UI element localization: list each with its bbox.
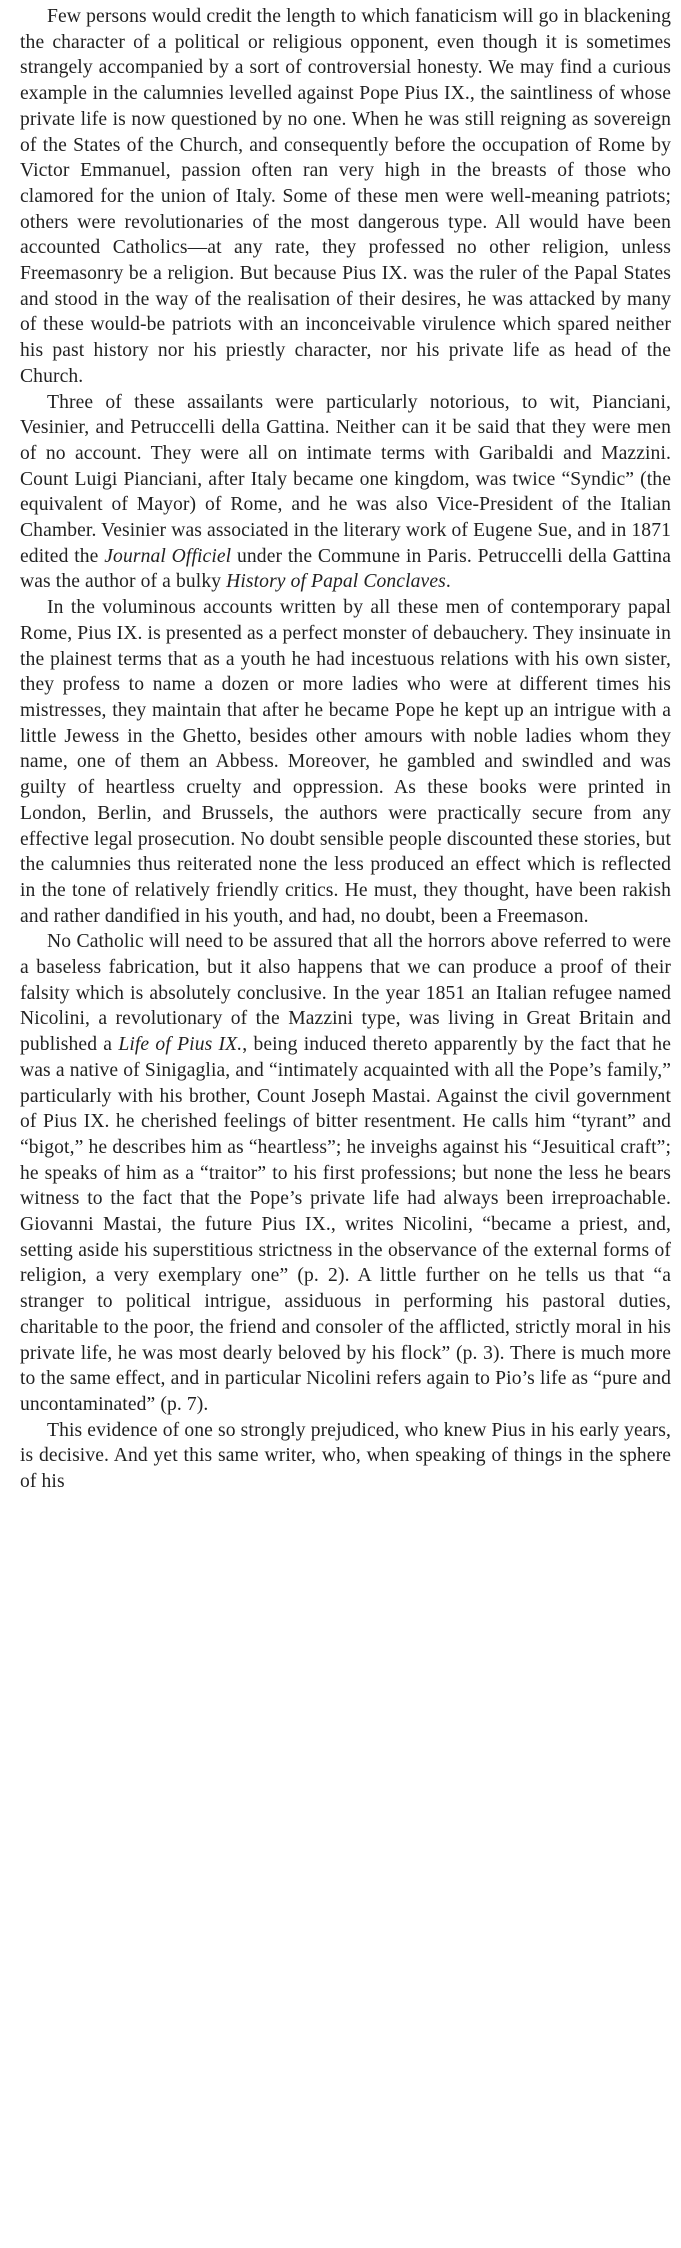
paragraph-text: , being induced thereto apparently by the fact that he was a native of Sinigaglia, and “intimately acquainted with all the Pope’s family,” particularly with his brother, Count Joseph Mastai. Against the civil government of Pius IX. he cherished feelings of bitter resentment. He calls him “tyrant” and “bigot,” he describes him as “heartless”; he inveighs against his “Jesuitical craft”; he speaks of him as a “traitor” to his first professions; but none the less he bears witness to the fact that the Pope’s private life had always been irreproachable. Giovanni Mastai, the future Pius IX., writes Nicolini, “became a priest, and, setting aside his superstitious strictness in the observance of the external forms of religion, a very exemplary one” (p. 2). A little further on he tells us that “a stranger to political intrigue, assiduous in performing his pastoral duties, charitable to the poor, the friend and consoler of the afflicted, strictly moral in his private life, he was most dearly beloved by his flock” (p. 3). There is much more to the same effect, and in particular Nicolini refers again to Pio’s life as “pure and uncontaminated” (p. 7).	[20, 1034, 671, 1415]
body-paragraph	[20, 4, 671, 390]
italic-title-text: Life of Pius IX.	[118, 1034, 243, 1056]
paragraph-text: In the voluminous accounts written by all these men of contemporary papal Rome, Pius IX. is presented as a perfect monster of debauchery. They insinuate in the plainest terms that as a youth he had incestuous relations with his own sister, they profess to name a dozen or more ladies who were at different times his mistresses, they maintain that after he became Pope he kept up an intrigue with a little Jewess in the Ghetto, besides other amours with noble ladies whom they name, one of them an Abbess. Moreover, he gambled and swindled and was guilty of heartless cruelty and oppression. As these books were printed in London, Berlin, and Brussels, the authors were practically secure from any effective legal prosecution. No doubt sensible people discounted these stories, but the calumnies thus reiterated none the less produced an effect which is reflected in the tone of relatively friendly critics. He must, they thought, have been rakish and rather dandified in his youth, and had, no doubt, been a Freemason.	[20, 597, 671, 927]
paragraph-text: This evidence of one so strongly prejudiced, who knew Pius in his early years, is decisive. And yet this same writer, who, when speaking of things in the sphere of his	[20, 1419, 671, 1493]
paragraph-text: under the Commune in Paris. Petruccelli della Gattina was the author of a bulky	[20, 545, 671, 593]
body-paragraph	[20, 595, 671, 929]
italic-title-text: Journal Officiel	[104, 545, 232, 567]
body-paragraph	[20, 390, 671, 596]
paragraph-text: Three of these assailants were particularly notorious, to wit, Pianciani, Vesinier, and Petruccelli della Gattina. Neither can it be said that they were men of no account. They were all on intimate terms with Garibaldi and Mazzini. Count Luigi Pianciani, after Italy became one kingdom, was twice “Syndic” (the equivalent of Mayor) of Rome, and he was also Vice-President of the Italian Chamber. Vesinier was associated in the literary work of Eugene Sue, and in 1871 edited the	[20, 391, 671, 567]
paragraph-text: Few persons would credit the length to which fanaticism will go in blackening the character of a political or religious opponent, even though it is sometimes strangely accompanied by a sort of controversial honesty. We may find a curious example in the calumnies levelled against Pope Pius IX., the saintliness of whose private life is now questioned by no one. When he was still reigning as sovereign of the States of the Church, and consequently before the occupation of Rome by Victor Emmanuel, passion often ran very high in the breasts of those who clamored for the union of Italy. Some of these men were well-meaning patriots; others were revolutionaries of the most dangerous type. All would have been accounted Catholics—at any rate, they professed no other religion, unless Freemasonry be a religion. But because Pius IX. was the ruler of the Papal States and stood in the way of the realisation of their desires, he was attacked by many of these would-be patriots with an inconceivable virulence which spared neither his past history nor his priestly character, nor his private life as head of the Church.	[20, 6, 671, 387]
body-paragraph	[20, 1418, 671, 1495]
paragraph-text: No Catholic will need to be assured that all the horrors above referred to were a baseless fabrication, but it also happens that we can produce a proof of their falsity which is absolutely conclusive. In the year 1851 an Italian refugee named Nicolini, a revolutionary of the Mazzini type, was living in Great Britain and published a	[20, 931, 671, 1056]
body-paragraph	[20, 929, 671, 1417]
paragraph-text: .	[445, 571, 451, 593]
italic-title-text: History of Papal Conclaves	[226, 571, 446, 593]
